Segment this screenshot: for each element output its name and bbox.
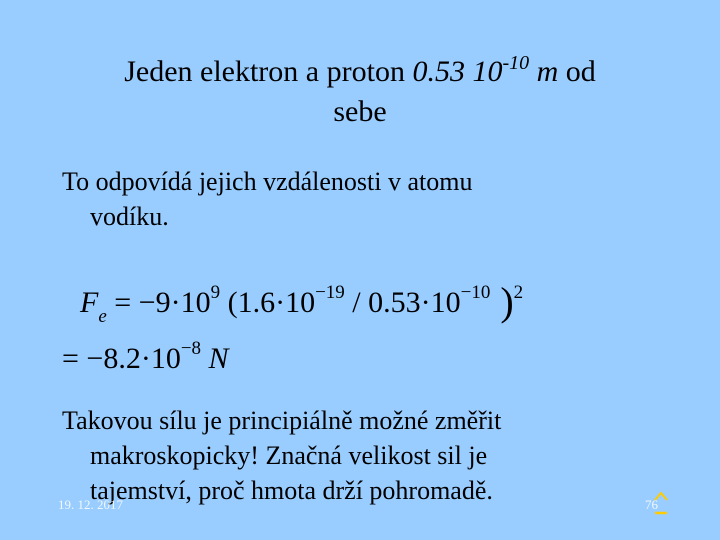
eq1-part-a: = −9·10 xyxy=(106,286,211,319)
title-exponent: -10 xyxy=(502,52,530,74)
paragraph-1-line-1: To odpovídá jejich vzdálenosti v atomu xyxy=(62,167,473,196)
eq2-part-a: = −8.2·10 xyxy=(62,342,181,375)
page-number: 76 xyxy=(645,497,658,512)
slide-title xyxy=(60,52,660,132)
title-unit: m xyxy=(529,55,559,88)
paragraph-2-line-1: Takovou sílu je principiálně možné změřit xyxy=(62,406,502,435)
eq1-exp-3: −10 xyxy=(460,282,491,303)
paragraph-2-line-2: makroskopicky! Značná velikost sil je xyxy=(90,441,488,470)
title-text-2: od xyxy=(558,55,596,88)
paragraph-2-line-3: tajemství, proč hmota drží pohromadě. xyxy=(90,476,493,505)
eq1-exp-1: 9 xyxy=(210,282,221,303)
force-subscript: e xyxy=(98,306,107,327)
eq2-exp: −8 xyxy=(180,338,202,359)
eq1-part-b: (1.6·10 xyxy=(220,286,316,319)
up-arrow-icon[interactable] xyxy=(653,490,669,516)
equation-line-2 xyxy=(62,338,229,376)
paragraph-2 xyxy=(62,403,642,508)
equation-line-1 xyxy=(80,278,523,328)
paragraph-1 xyxy=(62,164,642,234)
eq1-part-c: / 0.53·10 xyxy=(344,286,461,319)
eq1-close-paren: ) xyxy=(490,279,514,324)
eq1-exp-4: 2 xyxy=(513,282,524,303)
eq1-exp-2: −19 xyxy=(315,282,345,303)
title-line2: sebe xyxy=(333,95,387,128)
title-distance: 0.53 10 xyxy=(412,55,503,88)
force-symbol: F xyxy=(80,286,99,319)
eq2-unit: N xyxy=(201,342,229,375)
footer-date: 19. 12. 2017 xyxy=(58,497,123,512)
title-text-1: Jeden elektron a proton xyxy=(124,55,413,88)
paragraph-1-line-2: vodíku. xyxy=(90,202,169,231)
